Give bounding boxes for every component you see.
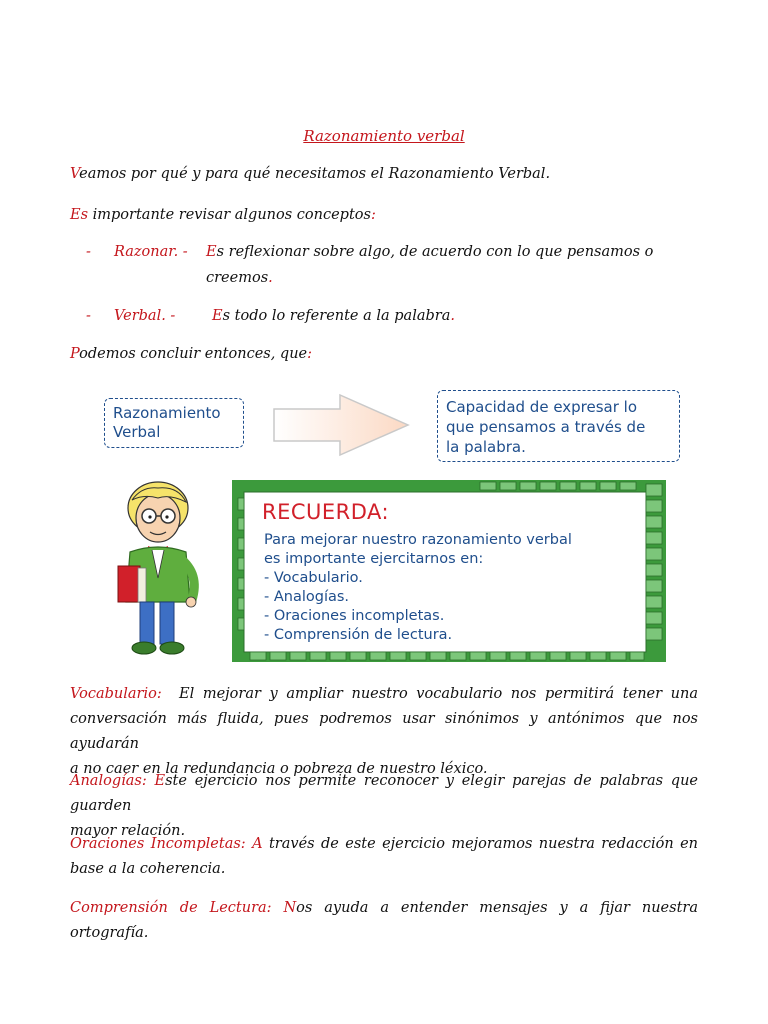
section-line: mayor relación. <box>70 823 186 839</box>
section-label: Oraciones Incompletas: <box>70 836 246 852</box>
section-label: Analogías: <box>70 773 147 789</box>
conclude-initial: P <box>70 346 80 362</box>
diagram-right-box <box>437 390 680 462</box>
recuerda-title: RECUERDA: <box>262 500 390 524</box>
intro-initial: V <box>70 166 80 182</box>
section-vocabulario <box>70 682 698 782</box>
diagram-right-line: la palabra. <box>446 438 526 456</box>
section-comprension <box>70 896 698 946</box>
concepts-colon: : <box>370 207 376 223</box>
definition-line: creemos <box>206 270 269 286</box>
section-line: os ayuda a entender mensajes y a fijar nuestra ortografía. <box>70 900 698 941</box>
diagram-left-line: Verbal <box>113 423 161 441</box>
conclude-colon: : <box>307 346 313 362</box>
intro-text: eamos por qué y para qué necesitamos el Razonamiento Verbal. <box>79 166 551 182</box>
section-line: El mejorar y ampliar nuestro vocabulario nos permitirá tener una <box>178 686 698 702</box>
concepts-initial: Es <box>70 207 89 223</box>
definition-term-razonar: Razonar. - <box>114 244 188 260</box>
recuerda-line: Para mejorar nuestro razonamiento verbal <box>264 532 572 548</box>
section-label: Vocabulario: <box>70 686 162 702</box>
section-line: conversación más fluida, pues podremos usar sinónimos y antónimos que nos ayudarán <box>70 711 698 752</box>
recuerda-line: - Analogías. <box>264 589 350 605</box>
conclude-paragraph <box>70 346 312 362</box>
section-line: ste ejercicio nos permite reconocer y elegir parejas de palabras que guarden <box>70 773 698 814</box>
diagram-left-line: Razonamiento <box>113 404 221 422</box>
recuerda-line: - Oraciones incompletas. <box>264 608 445 624</box>
definition-term-verbal: Verbal. - <box>114 308 176 324</box>
intro-paragraph <box>70 166 550 182</box>
section-initial: E <box>154 773 166 789</box>
section-oraciones <box>70 832 698 882</box>
concepts-text: importante revisar algunos conceptos <box>88 207 371 223</box>
section-line: base a la coherencia. <box>70 861 226 877</box>
definition-text-razonar <box>206 244 653 260</box>
conclude-text: odemos concluir entonces, que <box>79 346 308 362</box>
definition-period: . <box>450 308 455 324</box>
section-initial: N <box>283 900 297 916</box>
definition-text-verbal <box>212 308 455 324</box>
concepts-intro <box>70 207 376 223</box>
recuerda-box <box>252 494 640 646</box>
recuerda-line: - Vocabulario. <box>264 570 363 586</box>
diagram-right-line: Capacidad de expresar lo <box>446 398 638 416</box>
student-illustration <box>108 478 208 658</box>
definition-period: . <box>268 270 273 286</box>
definition-initial: E <box>206 244 217 260</box>
right-arrow-icon <box>270 392 412 458</box>
definition-dash: - <box>86 244 91 260</box>
recuerda-line: - Comprensión de lectura. <box>264 627 453 643</box>
page-title: Razonamiento verbal <box>303 127 465 145</box>
diagram-right-line: que pensamos a través de <box>446 418 646 436</box>
recuerda-line: es importante ejercitarnos en: <box>264 551 484 567</box>
definition-line: s todo lo referente a la palabra <box>222 308 451 324</box>
section-line: través de este ejercicio mejoramos nuestra redacción en <box>268 836 699 852</box>
diagram-left-box <box>104 398 244 448</box>
definition-dash: - <box>86 308 91 324</box>
definition-text-razonar-cont <box>206 270 273 286</box>
section-line: a no caer en la redundancia o pobreza de nuestro léxico. <box>70 761 488 777</box>
section-initial: A <box>252 836 263 852</box>
definition-line: s reflexionar sobre algo, de acuerdo con lo que pensamos o <box>216 244 654 260</box>
section-label: Comprensión de Lectura: <box>70 900 272 916</box>
definition-initial: E <box>212 308 223 324</box>
